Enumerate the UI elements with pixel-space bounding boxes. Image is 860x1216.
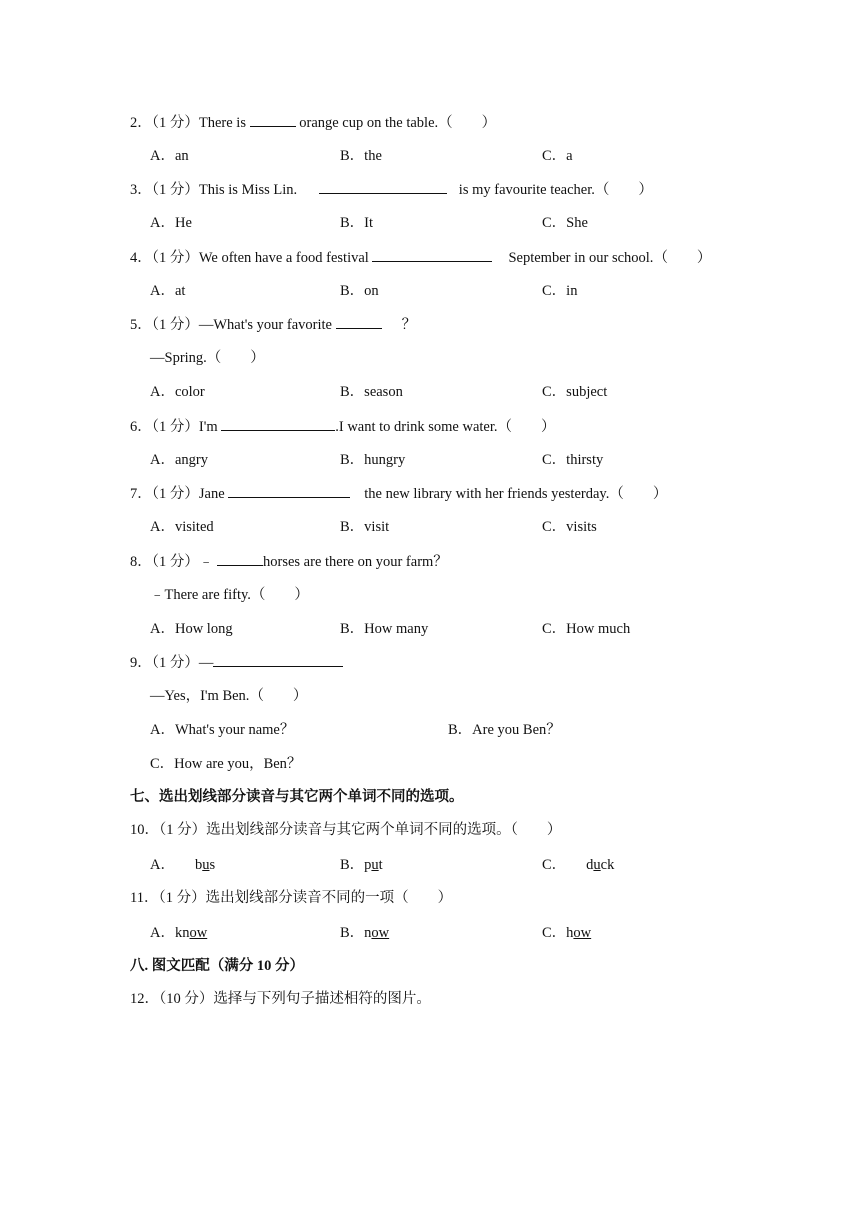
question-text-after: horses are there on your farm？ bbox=[263, 554, 448, 570]
option-label: B． bbox=[340, 925, 365, 941]
underlined-letters: ow bbox=[189, 925, 208, 941]
option-c[interactable]: C．in bbox=[542, 283, 578, 299]
question-3 bbox=[130, 179, 653, 200]
question-11: 11．（1 分）选出划线部分读音不同的一项（ ） bbox=[130, 890, 453, 906]
question-2 bbox=[130, 112, 496, 133]
question-number: 5．（1 分） bbox=[130, 317, 199, 333]
option-c[interactable]: C．She bbox=[542, 215, 588, 231]
question-7-options bbox=[150, 517, 790, 537]
answer-paren: （ ） bbox=[249, 688, 308, 704]
dialogue-reply: —Yes，I'm Ben. bbox=[150, 688, 250, 704]
question-number: 9．（1 分） bbox=[130, 655, 199, 671]
question-text-before: There is bbox=[198, 115, 250, 131]
word-part: t bbox=[378, 857, 383, 873]
question-5-options bbox=[150, 382, 790, 402]
question-5 bbox=[130, 314, 416, 335]
underlined-letters: u bbox=[593, 857, 601, 873]
answer-paren: （ ） bbox=[609, 486, 668, 502]
question-text-before: — bbox=[198, 655, 214, 671]
option-b[interactable]: B．the bbox=[340, 148, 382, 164]
question-text-before: ﹣ bbox=[198, 554, 217, 570]
answer-blank bbox=[336, 314, 382, 329]
question-text-after: is my favourite teacher. bbox=[455, 182, 595, 198]
question-3-options bbox=[150, 213, 790, 233]
question-number: 8．（1 分） bbox=[130, 554, 199, 570]
word-part: p bbox=[364, 857, 372, 873]
option-a[interactable]: A．an bbox=[150, 148, 189, 164]
option-a[interactable]: A．How long bbox=[150, 621, 233, 637]
option-b[interactable] bbox=[340, 923, 389, 943]
question-text-after: .I want to drink some water. bbox=[335, 419, 498, 435]
option-a[interactable]: A．What's your name？ bbox=[150, 722, 295, 738]
answer-paren: （ ） bbox=[653, 250, 712, 266]
question-text-before: This is Miss Lin. bbox=[198, 182, 298, 198]
dialogue-reply: ﹣There are fifty. bbox=[150, 587, 251, 603]
answer-blank bbox=[221, 416, 335, 431]
question-4 bbox=[130, 247, 711, 268]
answer-paren: （ ） bbox=[206, 350, 265, 366]
option-c[interactable] bbox=[542, 855, 614, 875]
question-11-options bbox=[150, 923, 790, 943]
answer-blank bbox=[372, 247, 492, 262]
answer-paren: （ ） bbox=[438, 115, 497, 131]
option-c[interactable]: C．a bbox=[542, 148, 573, 164]
answer-paren: （ ） bbox=[497, 419, 556, 435]
option-c[interactable]: C．subject bbox=[542, 384, 608, 400]
option-b[interactable] bbox=[340, 855, 383, 875]
option-a[interactable] bbox=[150, 923, 207, 943]
option-label: A． bbox=[150, 857, 175, 873]
question-number: 7．（1 分） bbox=[130, 486, 199, 502]
answer-paren: （ ） bbox=[594, 182, 653, 198]
option-b[interactable]: B．visit bbox=[340, 519, 390, 535]
answer-blank bbox=[217, 551, 263, 566]
question-12: 12．（10 分）选择与下列句子描述相符的图片。 bbox=[130, 991, 431, 1007]
option-c[interactable]: C．visits bbox=[542, 519, 597, 535]
section-8-heading: 八. 图文匹配（满分 10 分） bbox=[130, 958, 304, 974]
option-a[interactable] bbox=[150, 855, 215, 875]
answer-blank bbox=[228, 483, 350, 498]
answer-blank bbox=[319, 179, 447, 194]
question-text-before: —What's your favorite bbox=[198, 317, 336, 333]
question-number: 2．（1 分） bbox=[130, 115, 199, 131]
question-8-answer-line bbox=[150, 585, 309, 605]
option-b[interactable]: B．season bbox=[340, 384, 403, 400]
option-label: A． bbox=[150, 925, 175, 941]
option-c[interactable] bbox=[542, 923, 591, 943]
option-a[interactable]: A．angry bbox=[150, 452, 208, 468]
answer-paren: （ ） bbox=[250, 587, 309, 603]
underlined-letters: ow bbox=[371, 925, 390, 941]
question-text-after: orange cup on the table. bbox=[295, 115, 439, 131]
question-text-after: September in our school. bbox=[508, 250, 654, 266]
option-label: C． bbox=[542, 925, 567, 941]
option-a[interactable]: A．visited bbox=[150, 519, 214, 535]
option-label: C． bbox=[542, 857, 567, 873]
option-label: B． bbox=[340, 857, 365, 873]
option-b[interactable]: B．on bbox=[340, 283, 379, 299]
question-9-answer-line bbox=[150, 686, 307, 706]
option-b[interactable]: B．How many bbox=[340, 621, 429, 637]
question-4-options bbox=[150, 281, 790, 301]
question-number: 4．（1 分） bbox=[130, 250, 199, 266]
option-a[interactable]: A．He bbox=[150, 215, 192, 231]
word-part: ck bbox=[600, 857, 615, 873]
question-5-answer-line bbox=[150, 348, 265, 368]
word-part: b bbox=[194, 857, 203, 873]
option-c[interactable]: C．How are you，Ben？ bbox=[150, 756, 302, 772]
question-7 bbox=[130, 483, 667, 504]
option-c[interactable]: C．thirsty bbox=[542, 452, 604, 468]
question-text-before: Jane bbox=[198, 486, 229, 502]
question-text-before: I'm bbox=[198, 419, 222, 435]
dialogue-reply: —Spring. bbox=[150, 350, 207, 366]
answer-blank bbox=[250, 112, 296, 127]
question-10: 10．（1 分）选出划线部分读音与其它两个单词不同的选项。（ ） bbox=[130, 822, 562, 838]
question-8 bbox=[130, 551, 448, 572]
question-9-options-row2 bbox=[150, 754, 790, 774]
question-10-options bbox=[150, 855, 790, 875]
option-c[interactable]: C．How much bbox=[542, 621, 631, 637]
answer-blank bbox=[213, 652, 343, 667]
question-text-after: the new library with her friends yesterday. bbox=[364, 486, 610, 502]
option-b[interactable]: B．hungry bbox=[340, 452, 406, 468]
question-text-after: ？ bbox=[401, 317, 417, 333]
question-6-options bbox=[150, 450, 790, 470]
option-b[interactable]: B．Are you Ben？ bbox=[448, 722, 561, 738]
word-part: kn bbox=[174, 925, 190, 941]
question-2-options bbox=[150, 146, 790, 166]
question-6 bbox=[130, 416, 556, 437]
question-9 bbox=[130, 652, 343, 673]
section-7-heading: 七、选出划线部分读音与其它两个单词不同的选项。 bbox=[130, 789, 464, 805]
option-b[interactable]: B．It bbox=[340, 215, 374, 231]
underlined-letters: ow bbox=[573, 925, 592, 941]
word-part: h bbox=[566, 925, 574, 941]
question-text-before: We often have a food festival bbox=[198, 250, 373, 266]
word-part: s bbox=[209, 857, 216, 873]
word-part: n bbox=[364, 925, 372, 941]
question-number: 6．（1 分） bbox=[130, 419, 199, 435]
underlined-letters: u bbox=[371, 857, 379, 873]
question-9-options-row1 bbox=[150, 720, 790, 740]
question-8-options bbox=[150, 619, 790, 639]
option-a[interactable]: A．color bbox=[150, 384, 205, 400]
word-part: d bbox=[586, 857, 594, 873]
underlined-letters: u bbox=[202, 857, 210, 873]
option-a[interactable]: A．at bbox=[150, 283, 186, 299]
question-number: 3．（1 分） bbox=[130, 182, 199, 198]
